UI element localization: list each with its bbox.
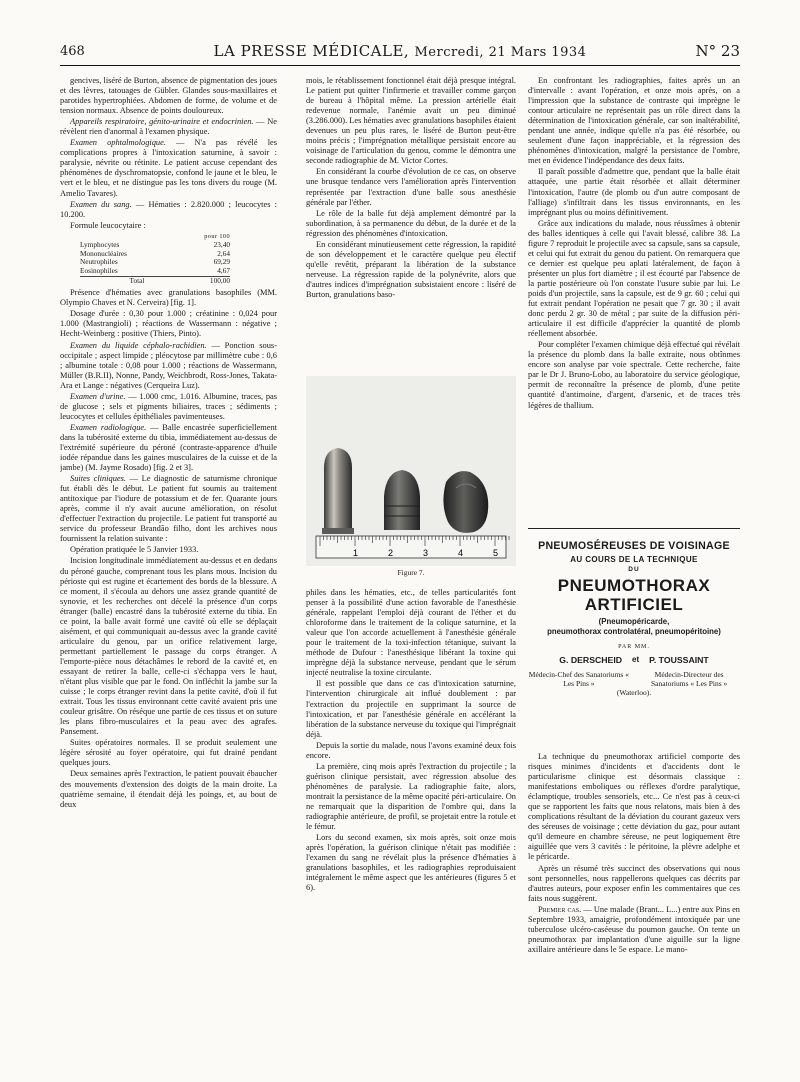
paragraph: Examen du liquide céphalo-rachidien. — Ponction sous-occipitale ; aspect limpide ; pléocytose par millimètre cube : 0,6 ; albumine totale : 0,08 pour 1.000 ; réactions de Wassermann, Müller (B.R.II), Nonne, Pandy, Weichbrodt, Ross-Jones, Takata-Ara et Lange : négatives (Cerqueira Luz). [60,340,277,390]
section-label: Suites cliniques. [70,474,126,484]
ruler-label: 5 [493,548,499,558]
paragraph: Suites cliniques. — Le diagnostic de saturnisme chronique fut établi dès le début. Le patient fut soumis au traitement antitoxique par l'iodure de potassium et de fer. Quarante jours après, comme il n'y avait aucune amélioration, on résolut d'effectuer l'extraction du projectile. Le patient fut transporté au service du professeur Brandão filho, dont les archives nous fournissent la relation suivante : [60,474,277,544]
issue-date: Mercredi, 21 Mars 1934 [414,45,587,60]
paragraph: La technique du pneumothorax artificiel comporte des risques minimes d'incidents et d'accidents dont le particularisme clinique est désormais classique : manifestations emboliques ou réflexes d'ordre paralytique, éclamptique, troubles sensoriels, etc... Ce n'est pas à ceux-ci que se rapportent les faits que nous relatons, mais bien à des complications résultant de la déviation du courant gazeux vers des séreuses de voisinage ; cette déviation du gaz, pour autant qu'il demeure en chambre séreuse, ne peut logiquement être aiguillée que vers 3 cavités : le péritoine, la plèvre adelphe et le péricarde. [528,752,740,862]
section-label: Examen du liquide céphalo-rachidien. [70,340,207,350]
section-label: Examen ophtalmologique. [70,138,166,148]
paragraph: Examen ophtalmologique. — N'a pas révélé les complications propres à l'intoxication saturnine, à savoir : paralysie, névrite ou rétinite. Le patient accuse cependant des phénomènes de dyschromatopsie, confond le jaune et le bleu, le vert et le bleu, et ne distingue pas les tons divers du rouge (M. Amelio Tavares). [60,138,277,198]
paragraph: Depuis la sortie du malade, nous l'avons examiné deux fois encore. [306,740,516,760]
paragraph: Formule leucocytaire : [70,220,146,230]
author-name: G. DERSCHEID [559,655,623,665]
page-number: 468 [60,44,85,59]
paragraph: mois, le rétablissement fonctionnel était déjà presque intégral. Le patient put quitter l'infirmerie et travailler comme garçon de bureau à l'hôpital même. La pression artérielle était redevenue normale, l'anémie avait un peu diminué (3.286.000). Les hématies avec granulations basophiles étaient devenues un peu plus rares, le liséré de Burton peut-être moins précis ; l'imprégnation métallique persistait encore au voisinage de l'articulation du genou, comme le démontra une seconde radiographie de M. Victor Cortes. [306,76,516,166]
paragraph: Opération pratiquée le 5 Janvier 1933. [70,545,199,555]
bullets-photo [306,376,516,566]
column-2-top [306,76,516,371]
paragraph: Grâce aux indications du malade, nous réussîmes à obtenir des balles identiques à celle qui l'avait blessé, calibre 38. La figure 7 reproduit le projectile avec sa capsule, sans sa capsule, et celui qui fut extrait du genou du patient. On remarquera que ce dernier est quelque peu aplati latéralement, de façon à présenter un plus fort diamètre ; il est écourté par l'absence de la partie postérieure où l'on constate l'usure subie par lui. Le poids d'un projectile, sans la capsule, est de 9 gr. 60 ; celui qui fut extrait pendant l'opération ne pesait que 7 gr. 30 ; il avait donc perdu 2 gr. 30 de métal ; par suite de la diffusion péri-articulaire il est difficile d'apprécier la quantité de plomb réellement absorbée. [528,218,740,339]
table-row: Eosinophiles 4,67 [80,266,230,276]
paragraph: En considérant la courbe d'évolution de ce cas, on observe une brusque tendance vers l'amélioration après l'intervention représentée par l'extraction d'une balle sous anesthésie générale par l'éther. [306,167,516,207]
paragraph: Il est possible que dans ce cas d'intoxication saturnine, l'intervention chirurgicale ait influé doublement : par l'extraction du projectile en supprimant la source de l'intoxication, et par l'anesthésie générale en accélérant la libération de la substance nerveuse du toxique qui l'imprégnait déjà. [306,679,516,739]
ruler-label: 3 [423,548,429,558]
paragraph: Pour compléter l'examen chimique déjà effectué qui révélait la présence du plomb dans la balle extraite, nous obtînmes encore son analyse par voie spectrale. Cette recherche, faite par le Dr J. Bruno-Lobo, au laboratoire du service géologique, permit de reconnaître la présence de plomb, d'une petite quantité d'antimoine, d'argent, d'arsenic, et de traces très légères de thallium. [528,340,740,410]
author-affiliation: Médecin-Directeur des Sanatoriums « Les Pins » [651,670,728,689]
paragraph: Examen du sang. — Hématies : 2.820.000 ; leucocytes : 10.200. [60,199,277,219]
article-heading [528,540,740,650]
table-row: Mononucléaires 2,64 [80,248,230,258]
paragraph: Le rôle de la balle fut déjà amplement démontré par la subordination, à sa permanence du début, de la durée et de la régression des phénomènes d'intoxication. [306,208,516,238]
section-label: Examen du sang. [70,199,132,209]
paragraph: Lors du second examen, six mois après, soit onze mois après l'opération, la guérison clinique n'était pas modifiée : l'examen du sang ne révélait plus la présence d'hématies à granulations basophiles, et les radiographies reproduisaient intégralement le même aspect que les antérieures (figures 5 et 6). [306,833,516,893]
paragraph: Appareils respiratoire, génito-urinaire et endocrinien. — Ne révèlent rien d'anormal à l'examen physique. [60,117,277,137]
author-name: P. TOUSSAINT [649,655,709,665]
article-authors [528,655,740,735]
paragraph: Il paraît possible d'admettre que, pendant que la balle était attaquée, une partie était résorbée et allait déterminer l'intoxication, l'autre (de plomb ou d'un autre composant de l'alliage) s'infiltrait dans les tissus environnants, en les imprégnant plus ou moins définitivement. [528,167,740,217]
column-3-top [528,76,740,536]
author-affiliation: Médecin-Chef des Sanatoriums « Les Pins » [528,670,629,689]
column-1 [60,76,277,1076]
paragraph: En confrontant les radiographies, faites après un an d'intervalle : avant l'opération, et onze mois après, on a l'impression que la substance de contraste qui imprègne le contour articulaire ne représentait pas un rôle direct dans la détermination de l'intoxication générale, car son inaltérabilité, pendant une année, indique qu'elle n'a pas été résorbée, ou seulement d'une façon inappréciable, et la régression des phénomènes d'intoxication, malgré la persistance de l'ombre, met en évidence l'indépendance des deux faits. [528,76,740,166]
table-row: Neutrophiles 69,29 [80,257,230,267]
cartridge-icon [322,448,354,534]
paragraph: Incision longitudinale immédiatement au-dessus et en dedans du péroné gauche, comprenant tous les plans mous. Incision du périoste qui est rugine et écartement des bords de la blessure. A ce moment, il s'écoula au dehors une assez grande quantité de synovie, et les recherches ont décelé la présence d'un corps étranger (balle) encastré dans la tubérosité externe du tibia. En ce point, la balle avait formé une cavité où elle se déplaçait aisément, et qui communiquait au-dessus avec la grande cavité articulaire du genou, par un orifice relativement large, permettant partiellement le passage du corps étranger. A l'emporte-pièce nous détachâmes le rebord de la cavité et, en essayant de retirer la balle, celle-ci s'échappa vers le haut, n'étant plus visible que par le fond. On infléchit la jambe sur la cuisse ; le corps étranger revint dans la petite cavité, d'où il fut extrait. Tous les tissus environnant cette cavité avaient pris une couleur grisâtre. On réséque une partie de ces tissus et on suture les plans fibro-musculaires et la peau avec des agrafes. Pansement. [60,556,277,737]
issue-number: N° 23 [695,42,740,60]
paragraph: Présence d'hématies avec granulations basophiles (MM. Olympio Chaves et N. Cerveira) [fig. 1]. [60,288,277,308]
article-topics: (Pneumopéricarde, pneumothorax controlatéral, pneumopéritoine) [547,617,721,636]
section-label: Examen d'urine. [70,391,126,401]
figure-caption: Figure 7. [397,568,425,577]
journal-title [60,42,740,60]
paragraph: La première, cinq mois après l'extraction du projectile ; la guérison clinique persistait, avec régression absolue des phénomènes de paralysie. La radiographie faite, alors, montrait la persistance de la même opacité péri-articulaire. On ne remarquait que la disparition de l'ombre qui, dans la radiographie antérieure, de profil, se projetait entre la rotule et le fémur. [306,761,516,832]
article-by: PAR MM. [618,644,650,650]
paragraph: Dosage d'urée : 0,30 pour 1.000 ; créatinine : 0,024 pour 1.000 (Mastrangioli) ; réactions de Wassermann : négative ; Hecht-Weinberg : positive (Thiers, Pinto). [60,309,277,339]
author-location: (Waterloo). [616,688,652,698]
ruler-icon [316,536,509,558]
journal-name: LA PRESSE MÉDICALE, [213,42,410,60]
paragraph: Examen radiologique. — Balle encastrée superficiellement dans la tubérosité externe du tibia, immédiatement au-dessus de l'extrémité supérieure du péroné (contraste-apparence d'huile iodée répandue dans les gaines musculaires de la cuisse et de la jambe) (M. Jayme Rosado) [fig. 2 et 3]. [60,422,277,473]
paragraph: Suites opératoires normales. Il se produit seulement une légère sérosité au foyer opératoire, qui fut drainé pendant quelques jours. [60,738,277,768]
ruler-label: 1 [353,548,359,558]
ruler-label: 4 [458,548,464,558]
column-3-bottom [528,752,740,1078]
figure-7 [306,376,516,586]
article-du: DU [628,566,640,573]
article-divider [528,528,740,529]
column-2-bottom [306,588,516,1078]
ruler-label: 2 [388,548,394,558]
bullet-icon [384,470,420,530]
leucocyte-formula-table [80,233,230,286]
table-row: Lymphocytes 23,40 [80,240,230,250]
article-title: PNEUMOTHORAX ARTIFICIEL [557,576,711,614]
paragraph: Deux semaines après l'extraction, le patient pouvait ébaucher des mouvements d'extension des doigts de la main droite. La quatrième semaine, il étendait déjà les poings, et, au bout de deux [60,769,277,809]
paragraph: gencives, liséré de Burton, absence de pigmentation des joues et des lèvres, tatouages de Gübler. Glandes sous-maxillaires et parotides hypertrophiées. Abdomen de forme, de volume et de tension normaux. Absence de points douloureux. [60,76,277,116]
section-label: Examen radiologique. [70,422,147,432]
paragraph: En considérant minutieusement cette régression, la rapidité de son développement et le caractère quelque peu électif qu'elle revêtit, préparant la libération de la substance nerveuse. La régression rapide de la polynévrite, alors que d'autres indices d'imprégnation subsistaient encore : liséré de Burton, granulations baso- [306,239,516,299]
table-header: pour 100 [204,232,230,240]
article-subtitle: AU COURS DE LA TECHNIQUE [570,555,698,564]
page-header [60,42,740,66]
paragraph: philes dans les hématies, etc., de telles particularités font penser à la possibilité d'une action favorable de l'anesthésie générale, rappelant l'emploi déjà courant de l'éther et du chloroforme dans le traitement de la colique saturnine, et la valeur que l'on accorde actuellement à l'anesthésie générale pour le traitement de la toxi-infection tétanique, suivant la méthode de Dufour : l'anesthésique libérant la toxine qui imprègne déjà la substance nerveuse, pendant que le sérum injecté neutralise la toxine circulante. [306,588,516,678]
paragraph: Examen d'urine. — 1.000 cmc, 1.016. Albumine, traces, pas de glucose ; sels et pigments biliaires, traces ; sédiments ; leucocytes et cellules épithéliales pavimenteuses. [60,391,277,421]
author-conjunction: et [632,655,640,664]
section-label: Appareils respiratoire, génito-urinaire et endocrinien. [70,117,254,127]
paragraph: Après un résumé très succinct des observations qui nous sont personnelles, nous rappellerons quelques cas décrits par d'autres auteurs, pour exposer enfin les commentaires que ces faits nous suggèrent. [528,863,740,903]
paragraph: Premier cas. — Une malade (Brant... L...) entre aux Pins en Septembre 1933, amaigrie, profondément intoxiquée par une tuberculose ulcéro-caséeuse du poumon gauche. On tente un pneumothorax par implantation d'une aiguille sur la ligne axillaire antérieure dans le 5e espace. Le mano- [528,904,740,954]
article-kicker: PNEUMOSÉREUSES DE VOISINAGE [538,540,730,552]
table-total-row: Total 100,00 [80,276,230,285]
section-label: Premier cas. [538,904,582,914]
